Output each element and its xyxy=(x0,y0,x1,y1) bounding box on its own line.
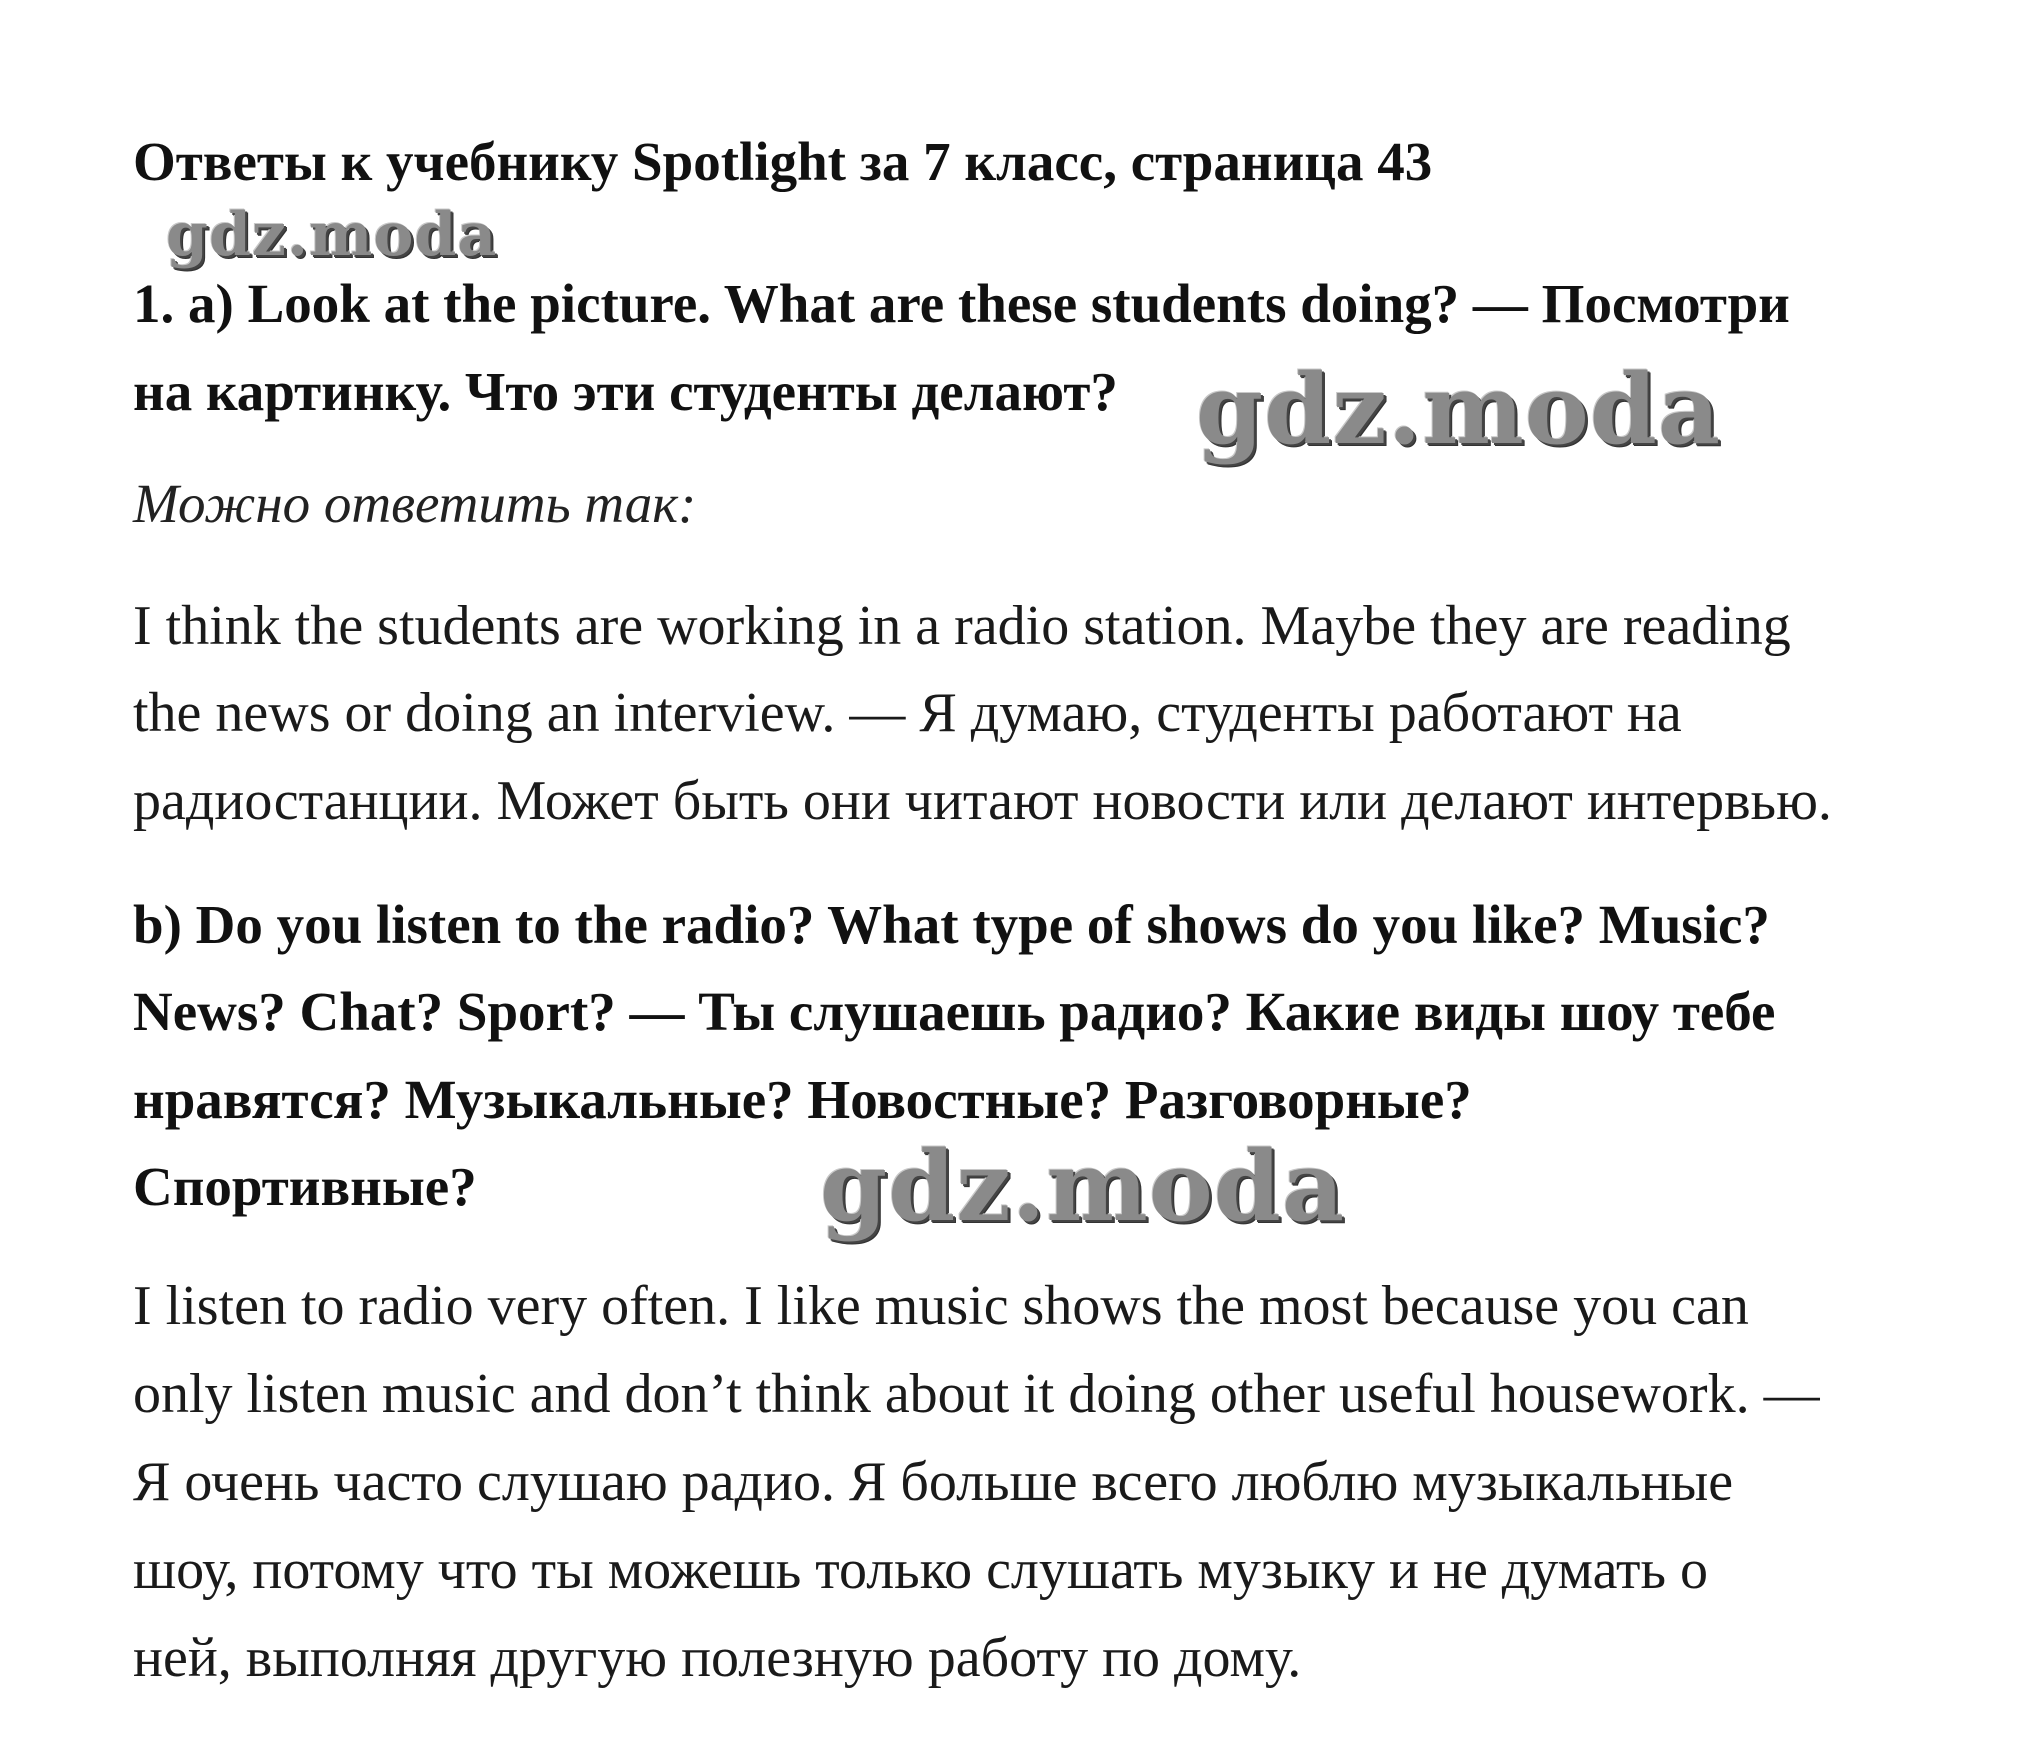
task-a-heading-line-2: на картинку. Что эти студенты делают? xyxy=(133,361,1118,422)
task-b-answer-line-4: шоу, потому что ты можешь только слушать музыку и не думать о xyxy=(133,1539,1709,1601)
task-b-answer-line-3: Я очень часто слушаю радио. Я больше всего люблю музыкальные xyxy=(133,1451,1734,1513)
task-b-answer-line-1: I listen to radio very often. I like music shows the most because you can xyxy=(133,1275,1749,1337)
watermark-logo: gdz.moda xyxy=(1196,353,1722,466)
task-b-heading-line-4: Спортивные? xyxy=(133,1156,477,1217)
watermark-logo: gdz.moda xyxy=(820,1130,1346,1243)
task-b-answer-line-2: only listen music and don’t think about it doing other useful housework. — xyxy=(133,1363,1820,1425)
task-a-answer-line-2: the news or doing an interview. — Я думаю, студенты работают на xyxy=(133,682,1682,744)
page-title: Ответы к учебнику Spotlight за 7 класс, страница 43 xyxy=(133,131,1433,192)
answer-intro: Можно ответить так: xyxy=(133,473,697,534)
task-a-heading-line-1: 1. a) Look at the picture. What are these students doing? — Посмотри xyxy=(133,273,1790,334)
task-a-answer-line-3: радиостанции. Может быть они читают новости или делают интервью. xyxy=(133,770,1832,832)
task-b-heading-line-2: News? Chat? Sport? — Ты слушаешь радио? Какие виды шоу тебе xyxy=(133,981,1776,1042)
task-a-answer-line-1: I think the students are working in a radio station. Maybe they are reading xyxy=(133,595,1791,657)
task-b-answer-line-5: ней, выполняя другую полезную работу по дому. xyxy=(133,1627,1302,1689)
task-b-heading-line-1: b) Do you listen to the radio? What type of shows do you like? Music? xyxy=(133,894,1770,955)
task-b-heading-line-3: нравятся? Музыкальные? Новостные? Разговорные? xyxy=(133,1069,1472,1130)
watermark-logo: gdz.moda xyxy=(166,200,498,270)
